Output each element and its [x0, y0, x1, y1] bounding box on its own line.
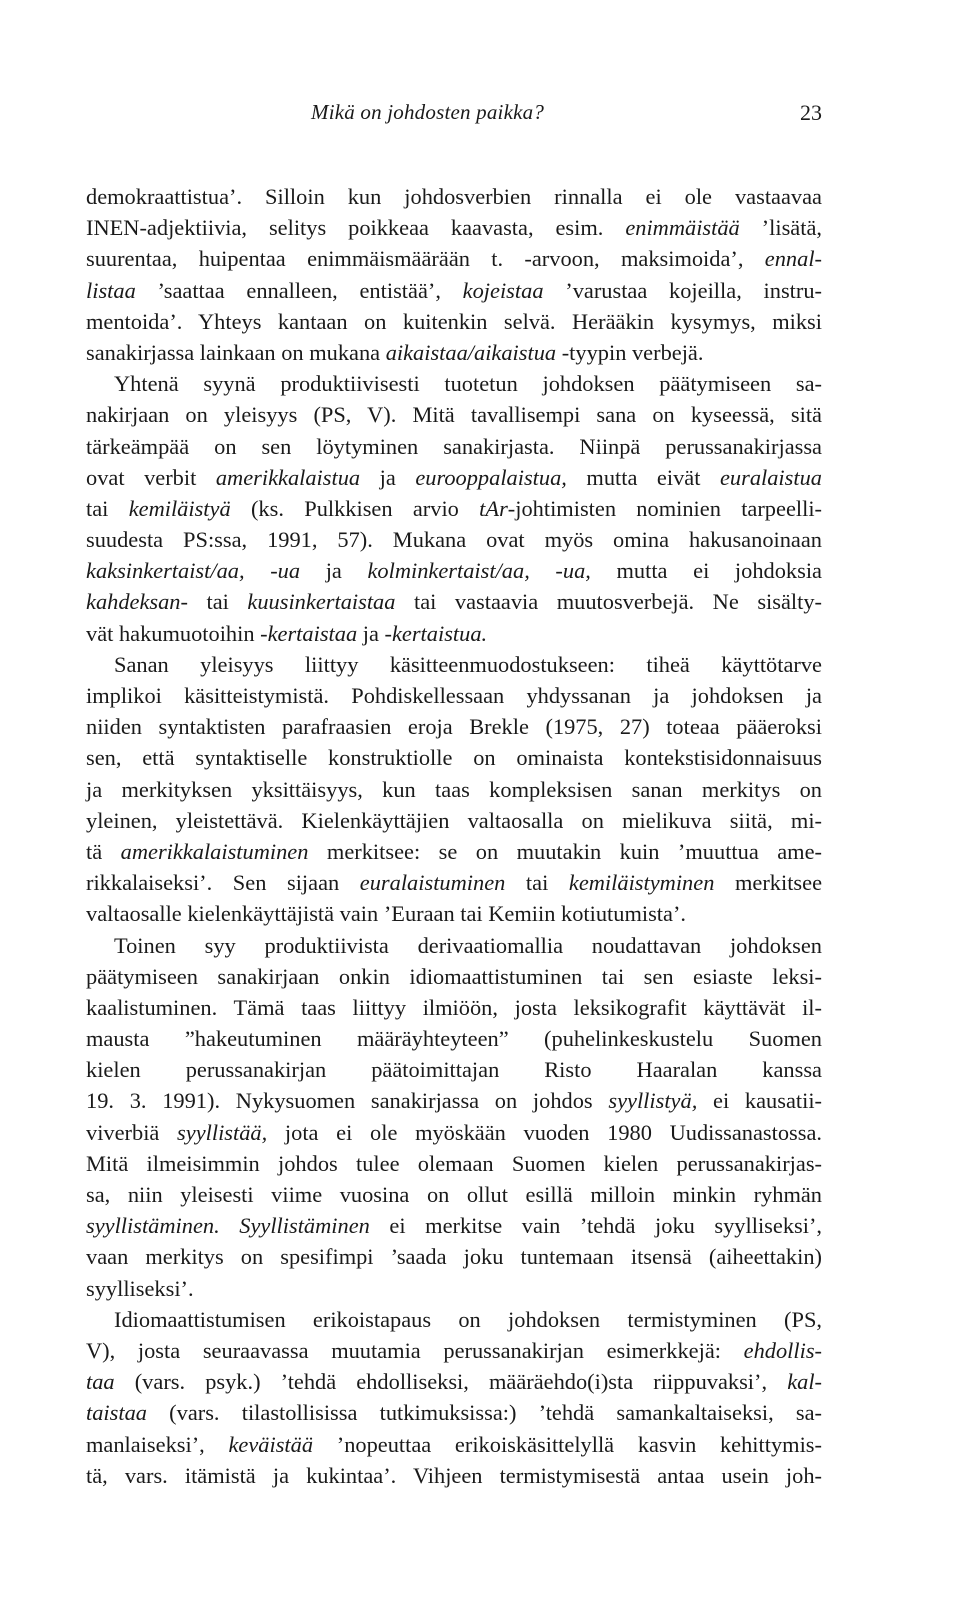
- text-line: valtaosalle kielenkäyttäjistä vain ’Euraan tai Kemiin kotiutumista’.: [86, 901, 687, 927]
- text-line: taistaa (vars. tilastollisissa tutkimuksissa:) ’tehdä samankaltaiseksi, sa-: [86, 1400, 822, 1426]
- page-header: [86, 100, 822, 136]
- text-line: Idiomaattistumisen erikoistapaus on johdoksen termistyminen (PS,: [114, 1306, 822, 1332]
- text-line: niiden syntaktisten parafraasien eroja Brekle (1975, 27) toteaa pääeroksi: [86, 714, 822, 740]
- text-line: manlaiseksi’, keväistää ’nopeuttaa erikoiskäsittelyllä kasvin kehittymis-: [86, 1431, 822, 1457]
- text-line: kaalistuminen. Tämä taas liittyy ilmiöön, josta leksikografit käyttävät il-: [86, 994, 822, 1020]
- page-number: 23: [800, 100, 822, 125]
- text-line: mentoida’. Yhteys kantaan on kuitenkin selvä. Herääkin kysymys, miksi: [86, 308, 822, 334]
- text-line: sa, niin yleisesti viime vuosina on ollut esillä milloin minkin ryhmän: [86, 1182, 822, 1207]
- text-line: sen, että syntaktiselle konstruktiolle on ominaista kontekstisidonnaisuus: [86, 745, 822, 771]
- running-title: Mikä on johdosten paikka?: [311, 100, 545, 124]
- text-line: 19. 3. 1991). Nykysuomen sanakirjassa on johdos syyllistyä, ei kausatii-: [86, 1088, 822, 1114]
- text-line: ovat verbit amerikkalaistua ja eurooppalaistua, mutta eivät euralaistua: [86, 464, 822, 490]
- text-line: tä, vars. itämistä ja kukintaa’. Vihjeen termistymisestä antaa usein joh-: [86, 1462, 822, 1488]
- text-line: viverbiä syyllistää, jota ei ole myöskään vuoden 1980 Uudissanastossa.: [86, 1119, 822, 1145]
- text-line: Mitä ilmeisimmin johdos tulee olemaan Suomen kielen perussanakirjas-: [86, 1150, 822, 1176]
- text-line: tä amerikkalaistuminen merkitsee: se on muutakin kuin ’muuttua ame-: [86, 838, 822, 864]
- text-line: V), josta seuraavassa muutamia perussanakirjan esimerkkejä: ehdollis-: [86, 1337, 822, 1363]
- body-text: [86, 181, 822, 1491]
- text-line: listaa ’saattaa ennalleen, entistää’, kojeistaa ’varustaa kojeilla, instru-: [86, 277, 822, 303]
- text-line: kaksinkertaist/aa, -ua ja kolminkertaist/aa, -ua, mutta ei johdoksia: [86, 558, 822, 584]
- text-line: päätymiseen sanakirjaan onkin idiomaattistuminen tai sen esiaste leksi-: [86, 963, 822, 989]
- text-line: tärkeämpää on sen löytyminen sanakirjasta. Niinpä perussanakirjassa: [86, 433, 822, 459]
- text-line: Sanan yleisyys liittyy käsitteenmuodostukseen: tiheä käyttötarve: [114, 651, 822, 677]
- text-line: nakirjaan on yleisyys (PS, V). Mitä tavallisempi sana on kyseessä, sitä: [86, 402, 822, 428]
- text-line: syyllistäminen. Syyllistäminen ei merkitse vain ’tehdä joku syylliseksi’,: [86, 1213, 822, 1239]
- text-line: suudesta PS:ssa, 1991, 57). Mukana ovat myös omina hakusanoinaan: [86, 527, 822, 553]
- text-line: kielen perussanakirjan päätoimittajan Risto Haaralan kanssa: [86, 1057, 822, 1083]
- text-line: Toinen syy produktiivista derivaatiomallia noudattavan johdoksen: [114, 932, 822, 958]
- text-line: yleinen, yleistettävä. Kielenkäyttäjien valtaosalla on mielikuva siitä, mi-: [86, 807, 822, 833]
- text-line: ja merkityksen yksittäisyys, kun taas kompleksisen sanan merkitys on: [86, 776, 822, 802]
- text-line: Yhtenä syynä produktiivisesti tuotetun johdoksen päätymiseen sa-: [114, 371, 822, 397]
- text-line: vät hakumuotoihin -kertaistaa ja -kertaistua.: [86, 620, 488, 646]
- text-line: syylliseksi’.: [86, 1275, 194, 1301]
- text-line: mausta ”hakeutuminen määräyhteyteen” (puhelinkeskustelu Suomen: [86, 1026, 822, 1052]
- text-line: sanakirjassa lainkaan on mukana aikaistaa/aikaistua -tyypin verbejä.: [86, 339, 704, 365]
- text-line: demokraattistua’. Silloin kun johdosverbien rinnalla ei ole vastaavaa: [86, 184, 822, 209]
- text-line: vaan merkitys on spesifimpi ’saada joku tuntemaan itsensä (aiheettakin): [86, 1244, 822, 1270]
- text-line: INEN-adjektiivia, selitys poikkeaa kaavasta, esim. enimmäistää ’lisätä,: [86, 215, 822, 241]
- text-line: tai kemiläistyä (ks. Pulkkisen arvio tAr-johtimisten nominien tarpeelli-: [86, 495, 822, 521]
- text-line: suurentaa, huipentaa enimmäismäärään t. -arvoon, maksimoida’, ennal-: [86, 246, 822, 272]
- text-line: rikkalaiseksi’. Sen sijaan euralaistuminen tai kemiläistyminen merkitsee: [86, 870, 823, 896]
- text-line: taa (vars. psyk.) ’tehdä ehdolliseksi, määräehdo(i)sta riippuvaksi’, kal-: [86, 1369, 822, 1395]
- text-line: implikoi käsitteistymistä. Pohdiskellessaan yhdyssanan ja johdoksen ja: [86, 683, 822, 708]
- text-line: kahdeksan- tai kuusinkertaistaa tai vastaavia muutosverbejä. Ne sisälty-: [86, 589, 822, 615]
